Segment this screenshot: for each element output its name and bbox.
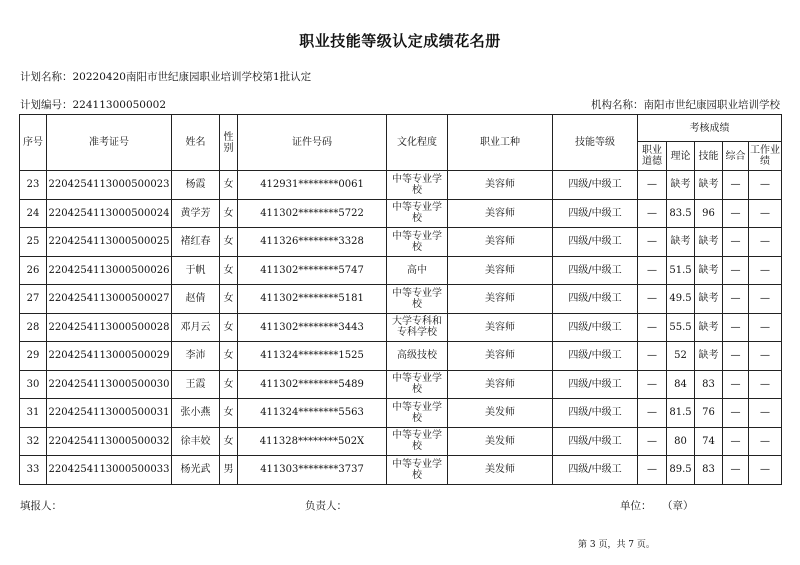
table-row: [20, 171, 782, 200]
cell-education: [387, 171, 448, 200]
cell-overall: —: [723, 342, 749, 371]
cell-level: 四级/中级工: [553, 456, 638, 485]
cell-theory: 55.5: [667, 313, 695, 342]
cell-level: 四级/中级工: [553, 342, 638, 371]
cell-work: —: [749, 285, 782, 314]
header-id-no: 证件号码: [238, 115, 387, 171]
table-row: [20, 427, 782, 456]
cell-level: 四级/中级工: [553, 427, 638, 456]
cell-education: [387, 342, 448, 371]
education-text: 中等专业学校: [392, 430, 442, 453]
cell-theory: 80: [667, 427, 695, 456]
cell-skill: 83: [695, 370, 723, 399]
table-row: [20, 399, 782, 428]
cell-overall: —: [723, 256, 749, 285]
cell-ethics: —: [638, 199, 667, 228]
cell-name: 王霞: [172, 370, 220, 399]
cell-seq: 31: [20, 399, 47, 428]
table-row: [20, 285, 782, 314]
table-row: [20, 342, 782, 371]
cell-exam-no: 2204254113000500029: [47, 342, 172, 371]
cell-ethics: —: [638, 456, 667, 485]
cell-gender: 男: [220, 456, 238, 485]
cell-work: —: [749, 427, 782, 456]
cell-occupation: 美容师: [448, 342, 553, 371]
cell-education: [387, 199, 448, 228]
table-row: [20, 256, 782, 285]
header-overall: 综合: [723, 142, 749, 171]
cell-overall: —: [723, 313, 749, 342]
cell-exam-no: 2204254113000500028: [47, 313, 172, 342]
cell-level: 四级/中级工: [553, 370, 638, 399]
education-text: 中等专业学校: [392, 230, 442, 253]
cell-id-no: 411302********5747: [238, 256, 387, 285]
cell-id-no: 411302********3443: [238, 313, 387, 342]
cell-occupation: 美发师: [448, 427, 553, 456]
header-level: 技能等级: [553, 115, 638, 171]
cell-education: [387, 285, 448, 314]
cell-level: 四级/中级工: [553, 171, 638, 200]
cell-name: 于帆: [172, 256, 220, 285]
cell-overall: —: [723, 171, 749, 200]
cell-seq: 29: [20, 342, 47, 371]
cell-gender: 女: [220, 285, 238, 314]
cell-skill: 74: [695, 427, 723, 456]
cell-education: [387, 370, 448, 399]
cell-seq: 32: [20, 427, 47, 456]
cell-gender: 女: [220, 313, 238, 342]
table-row: [20, 313, 782, 342]
cell-work: —: [749, 256, 782, 285]
cell-overall: —: [723, 399, 749, 428]
cell-exam-no: 2204254113000500027: [47, 285, 172, 314]
cell-work: —: [749, 370, 782, 399]
cell-id-no: 412931********0061: [238, 171, 387, 200]
cell-id-no: 411324********5563: [238, 399, 387, 428]
cell-skill: 缺考: [695, 342, 723, 371]
cell-occupation: 美发师: [448, 399, 553, 428]
cell-occupation: 美容师: [448, 370, 553, 399]
filler-label: 填报人：: [20, 500, 62, 512]
header-gender: 性别: [220, 115, 238, 171]
cell-overall: —: [723, 228, 749, 257]
cell-education: [387, 456, 448, 485]
score-roster-table: [19, 114, 782, 485]
cell-gender: 女: [220, 370, 238, 399]
cell-name: 褚红春: [172, 228, 220, 257]
education-text: 中等专业学校: [392, 287, 442, 310]
cell-name: 邓月云: [172, 313, 220, 342]
education-text: 中等专业学校: [392, 202, 442, 225]
education-text: 高级技校: [397, 350, 437, 362]
cell-theory: 缺考: [667, 171, 695, 200]
page-title: 职业技能等级认定成绩花名册: [299, 32, 501, 50]
cell-occupation: 美容师: [448, 285, 553, 314]
table-row: [20, 370, 782, 399]
cell-work: —: [749, 456, 782, 485]
cell-work: —: [749, 313, 782, 342]
cell-seq: 28: [20, 313, 47, 342]
header-seq: 序号: [20, 115, 47, 171]
header-row: [20, 115, 782, 142]
cell-occupation: 美发师: [448, 456, 553, 485]
cell-occupation: 美容师: [448, 256, 553, 285]
cell-level: 四级/中级工: [553, 313, 638, 342]
cell-id-no: 411303********3737: [238, 456, 387, 485]
cell-theory: 缺考: [667, 228, 695, 257]
page-indicator: 第 3 页，共 7 页。: [578, 540, 655, 550]
cell-ethics: —: [638, 342, 667, 371]
cell-skill: 83: [695, 456, 723, 485]
cell-gender: 女: [220, 256, 238, 285]
cell-name: 李沛: [172, 342, 220, 371]
cell-gender: 女: [220, 228, 238, 257]
manager-label: 负责人：: [305, 500, 347, 512]
header-ethics: 职业道德: [638, 142, 667, 171]
cell-seq: 23: [20, 171, 47, 200]
cell-name: 黄学芳: [172, 199, 220, 228]
cell-skill: 76: [695, 399, 723, 428]
cell-ethics: —: [638, 370, 667, 399]
cell-ethics: —: [638, 313, 667, 342]
cell-seq: 24: [20, 199, 47, 228]
cell-exam-no: 2204254113000500032: [47, 427, 172, 456]
cell-level: 四级/中级工: [553, 228, 638, 257]
cell-ethics: —: [638, 285, 667, 314]
cell-work: —: [749, 342, 782, 371]
education-text: 高中: [407, 264, 427, 276]
cell-overall: —: [723, 370, 749, 399]
cell-name: 杨光武: [172, 456, 220, 485]
cell-exam-no: 2204254113000500025: [47, 228, 172, 257]
cell-education: [387, 228, 448, 257]
cell-exam-no: 2204254113000500031: [47, 399, 172, 428]
cell-education: [387, 399, 448, 428]
education-text: 大学专科和专科学校: [392, 316, 442, 339]
cell-exam-no: 2204254113000500033: [47, 456, 172, 485]
cell-level: 四级/中级工: [553, 285, 638, 314]
cell-ethics: —: [638, 427, 667, 456]
cell-ethics: —: [638, 256, 667, 285]
cell-occupation: 美容师: [448, 171, 553, 200]
header-assessment: 考核成绩: [638, 115, 782, 142]
education-text: 中等专业学校: [392, 458, 442, 481]
cell-skill: 缺考: [695, 228, 723, 257]
cell-theory: 49.5: [667, 285, 695, 314]
cell-theory: 83.5: [667, 199, 695, 228]
header-skill: 技能: [695, 142, 723, 171]
cell-seq: 27: [20, 285, 47, 314]
cell-level: 四级/中级工: [553, 199, 638, 228]
cell-exam-no: 2204254113000500030: [47, 370, 172, 399]
cell-occupation: 美容师: [448, 228, 553, 257]
cell-theory: 51.5: [667, 256, 695, 285]
cell-overall: —: [723, 427, 749, 456]
cell-skill: 缺考: [695, 285, 723, 314]
cell-occupation: 美容师: [448, 199, 553, 228]
cell-id-no: 411302********5181: [238, 285, 387, 314]
cell-theory: 52: [667, 342, 695, 371]
cell-work: —: [749, 171, 782, 200]
cell-work: —: [749, 199, 782, 228]
cell-id-no: 411324********1525: [238, 342, 387, 371]
cell-seq: 26: [20, 256, 47, 285]
cell-id-no: 411328********502X: [238, 427, 387, 456]
cell-exam-no: 2204254113000500024: [47, 199, 172, 228]
header-theory: 理论: [667, 142, 695, 171]
cell-occupation: 美容师: [448, 313, 553, 342]
cell-ethics: —: [638, 228, 667, 257]
table-row: [20, 228, 782, 257]
table-row: [20, 199, 782, 228]
header-education: 文化程度: [387, 115, 448, 171]
cell-name: 张小燕: [172, 399, 220, 428]
plan-name: 计划名称：20220420南阳市世纪康园职业培训学校第1批认定: [20, 71, 312, 83]
header-exam-no: 准考证号: [47, 115, 172, 171]
cell-seq: 25: [20, 228, 47, 257]
cell-work: —: [749, 399, 782, 428]
cell-theory: 81.5: [667, 399, 695, 428]
cell-education: [387, 313, 448, 342]
cell-gender: 女: [220, 399, 238, 428]
cell-work: —: [749, 228, 782, 257]
cell-gender: 女: [220, 171, 238, 200]
cell-ethics: —: [638, 171, 667, 200]
education-text: 中等专业学校: [392, 373, 442, 396]
cell-theory: 89.5: [667, 456, 695, 485]
cell-skill: 96: [695, 199, 723, 228]
cell-overall: —: [723, 456, 749, 485]
cell-name: 赵倩: [172, 285, 220, 314]
cell-skill: 缺考: [695, 256, 723, 285]
education-text: 中等专业学校: [392, 401, 442, 424]
cell-skill: 缺考: [695, 171, 723, 200]
cell-skill: 缺考: [695, 313, 723, 342]
cell-exam-no: 2204254113000500026: [47, 256, 172, 285]
table-row: [20, 456, 782, 485]
cell-education: [387, 427, 448, 456]
cell-seq: 33: [20, 456, 47, 485]
header-work: 工作业绩: [749, 142, 782, 171]
cell-id-no: 411302********5722: [238, 199, 387, 228]
cell-education: [387, 256, 448, 285]
plan-number: 计划编号：22411300050002: [20, 99, 167, 111]
organization-name: 机构名称：南阳市世纪康园职业培训学校: [591, 99, 780, 111]
cell-theory: 84: [667, 370, 695, 399]
cell-gender: 女: [220, 199, 238, 228]
header-occupation: 职业工种: [448, 115, 553, 171]
cell-overall: —: [723, 199, 749, 228]
cell-gender: 女: [220, 427, 238, 456]
education-text: 中等专业学校: [392, 173, 442, 196]
header-name: 姓名: [172, 115, 220, 171]
cell-gender: 女: [220, 342, 238, 371]
cell-seq: 30: [20, 370, 47, 399]
cell-id-no: 411302********5489: [238, 370, 387, 399]
cell-id-no: 411326********3328: [238, 228, 387, 257]
cell-level: 四级/中级工: [553, 399, 638, 428]
unit-seal-label: 单位： （章）: [620, 500, 694, 512]
cell-name: 杨霞: [172, 171, 220, 200]
cell-exam-no: 2204254113000500023: [47, 171, 172, 200]
cell-level: 四级/中级工: [553, 256, 638, 285]
cell-overall: —: [723, 285, 749, 314]
cell-ethics: —: [638, 399, 667, 428]
cell-name: 徐丰姣: [172, 427, 220, 456]
